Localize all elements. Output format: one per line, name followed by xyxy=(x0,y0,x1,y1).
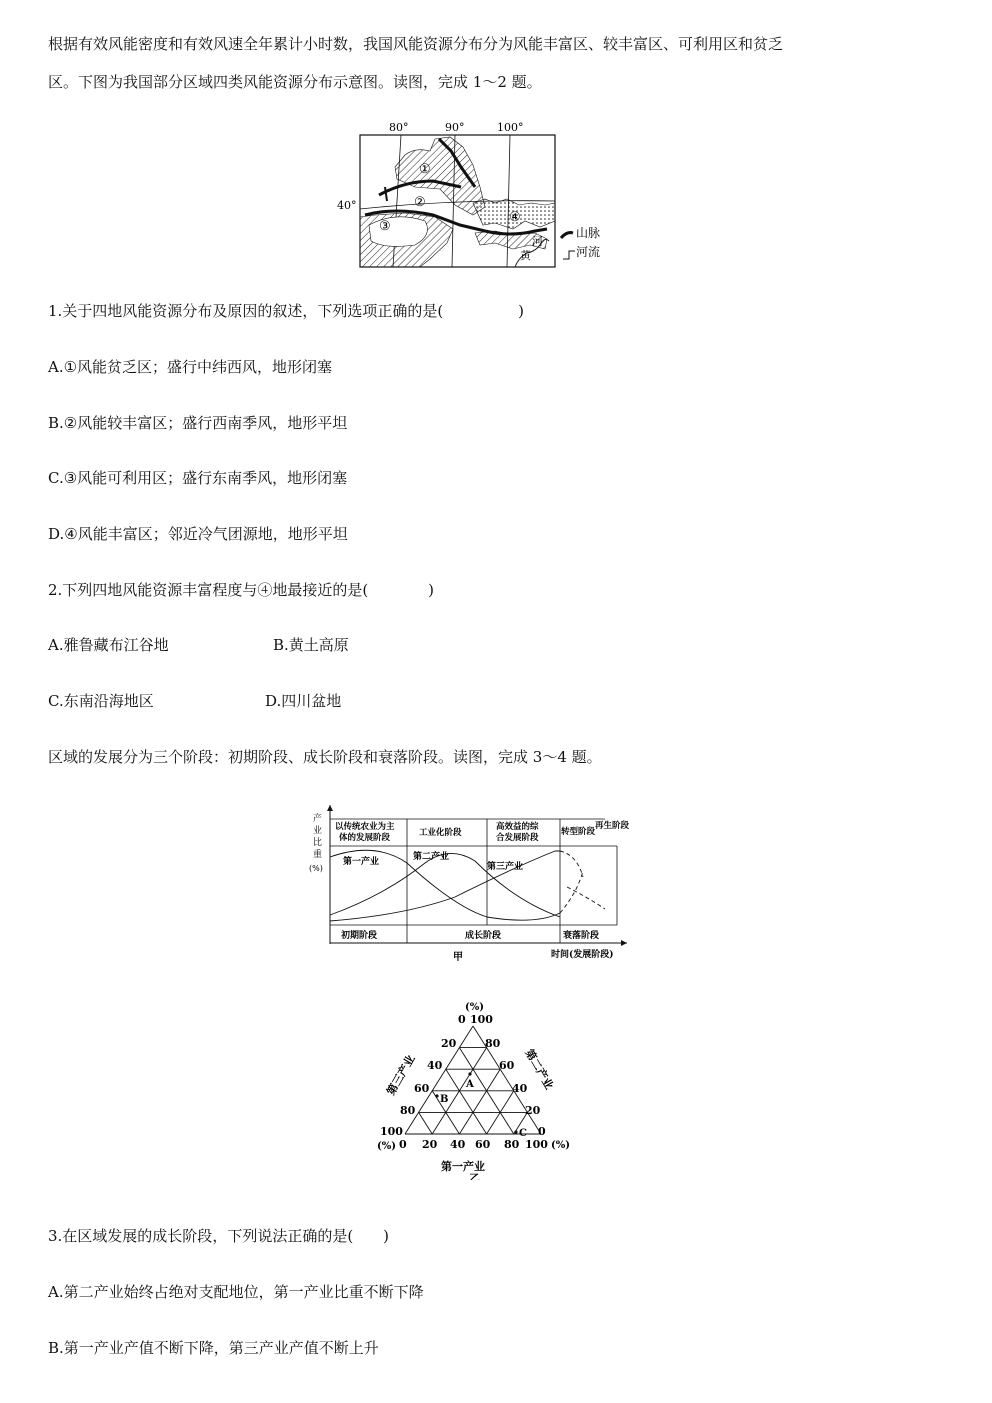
point-c-label: C xyxy=(519,1128,527,1139)
region-label-1: ① xyxy=(419,162,431,177)
q2-option-c: C.东南沿海地区 xyxy=(48,692,154,710)
chart-jia-caption: 甲 xyxy=(453,952,463,963)
stage-initial: 初期阶段 xyxy=(341,931,378,941)
point-a-label: A xyxy=(466,1079,474,1090)
q1-option-b: B.②风能较丰富区；盛行西南季风，地形平坦 xyxy=(48,414,348,432)
bottom-tick-40: 40 xyxy=(450,1138,466,1151)
bottom-axis-title: 第一产业 xyxy=(441,1160,485,1173)
region-label-4: ④ xyxy=(509,210,521,225)
stage-comprehensive-line2: 合发展阶段 xyxy=(496,833,539,843)
y-label-char-2: 业 xyxy=(313,826,323,836)
q3-stem: 3.在区域发展的成长阶段，下列说法正确的是( ) xyxy=(48,1227,390,1245)
intro2: 区域的发展分为三个阶段：初期阶段、成长阶段和衰落阶段。读图，完成 3～4 题。 xyxy=(48,748,602,766)
y-label-char-1: 产 xyxy=(313,814,323,824)
left-tick-80: 80 xyxy=(400,1104,416,1117)
stage-traditional-line1: 以传统农业为主 xyxy=(335,822,395,832)
y-label-char-3: 比 xyxy=(313,838,323,848)
lon-label-100: 100° xyxy=(497,121,524,134)
point-b-dot xyxy=(435,1094,438,1097)
curve-label-primary: 第一产业 xyxy=(343,857,380,867)
q1-option-c: C.③风能可利用区；盛行东南季风，地形闭塞 xyxy=(48,469,348,487)
y-label-unit: (%) xyxy=(309,864,323,873)
left-unit: (%) xyxy=(377,1141,396,1152)
q2-option-b: B.黄土高原 xyxy=(273,636,349,654)
stage-traditional-line2: 体的发展阶段 xyxy=(339,833,391,843)
right-tick-60: 60 xyxy=(499,1059,515,1072)
intro-line-2: 区。下图为我国部分区域四类风能资源分布示意图。读图，完成 1～2 题。 xyxy=(48,73,542,91)
point-a-dot xyxy=(468,1072,471,1075)
river-char-huang: 黄 xyxy=(520,249,531,262)
chart-jia xyxy=(305,797,645,967)
region-label-3: ③ xyxy=(379,219,391,234)
x-axis-label: 时间(发展阶段) xyxy=(551,950,614,960)
right-tick-80: 80 xyxy=(485,1037,501,1050)
left-tick-100: 100 xyxy=(380,1125,403,1138)
bottom-tick-100: 100 xyxy=(525,1138,548,1151)
ternary-grid-line xyxy=(419,1112,433,1134)
q3-option-b: B.第一产业产值不断下降，第三产业产值不断上升 xyxy=(48,1339,379,1357)
bottom-tick-0: 0 xyxy=(399,1138,407,1151)
bottom-tick-60: 60 xyxy=(475,1138,491,1151)
y-label-char-4: 重 xyxy=(313,850,323,860)
point-b-label: B xyxy=(440,1094,449,1105)
right-tick-0: 0 xyxy=(538,1125,546,1138)
legend-river-label: 河流 xyxy=(576,245,601,259)
chart-yi-caption: 乙 xyxy=(469,1172,480,1180)
left-axis-title: 第三产业 xyxy=(384,1052,418,1098)
intro-line-1: 根据有效风能密度和有效风速全年累计小时数，我国风能资源分布分为风能丰富区、较丰富区、可利用区和贫乏 xyxy=(48,35,784,53)
lat-label-40: 40° xyxy=(337,199,357,212)
q1-option-a: A.①风能贫乏区；盛行中纬西风，地形闭塞 xyxy=(48,358,333,376)
stage-decline: 衰落阶段 xyxy=(563,931,600,941)
right-tick-20: 20 xyxy=(525,1104,541,1117)
ternary-edge-right xyxy=(473,1026,541,1134)
top-unit: (%) xyxy=(465,1002,484,1013)
mountain-legend-icon xyxy=(561,233,573,238)
legend-mountain-label: 山脉 xyxy=(576,226,601,240)
curve-label-tertiary: 第三产业 xyxy=(487,862,524,872)
right-tick-40: 40 xyxy=(512,1082,528,1095)
stage-regeneration: 再生阶段 xyxy=(595,821,630,831)
q2-stem: 2.下列四地风能资源丰富程度与④地最接近的是( ) xyxy=(48,581,435,599)
q2-option-a: A.雅鲁藏布江谷地 xyxy=(48,636,169,654)
left-tick-40: 40 xyxy=(427,1059,443,1072)
q2-option-d: D.四川盆地 xyxy=(265,692,342,710)
q1-stem: 1.关于四地风能资源分布及原因的叙述，下列选项正确的是( ) xyxy=(48,302,525,320)
chart-yi xyxy=(375,996,575,1180)
bottom-tick-20: 20 xyxy=(422,1138,438,1151)
top-value-100: 100 xyxy=(470,1013,493,1026)
top-value-0: 0 xyxy=(458,1013,466,1026)
left-tick-60: 60 xyxy=(414,1082,430,1095)
stage-growth: 成长阶段 xyxy=(465,931,502,941)
point-c-dot xyxy=(514,1130,517,1133)
stage-comprehensive-line1: 高效益的综 xyxy=(496,822,539,832)
q1-option-d: D.④风能丰富区；邻近冷气团源地，地形平坦 xyxy=(48,525,348,543)
region-label-2: ② xyxy=(414,195,426,210)
curve-label-secondary: 第二产业 xyxy=(413,852,450,862)
wind-resource-map xyxy=(335,117,615,272)
q3-option-a: A.第二产业始终占绝对支配地位，第一产业比重不断下降 xyxy=(48,1283,424,1301)
bottom-tick-80: 80 xyxy=(504,1138,520,1151)
left-tick-20: 20 xyxy=(441,1037,457,1050)
stage-industrialization: 工业化阶段 xyxy=(419,828,462,838)
lon-label-80: 80° xyxy=(389,121,409,134)
bottom-unit: (%) xyxy=(551,1140,570,1151)
river-char-he: 河 xyxy=(532,235,543,248)
lon-label-90: 90° xyxy=(445,121,465,134)
right-axis-title: 第二产业 xyxy=(522,1047,556,1092)
river-legend-icon xyxy=(563,251,575,259)
ternary-edge-left xyxy=(405,1026,473,1134)
stage-transition: 转型阶段 xyxy=(561,827,596,837)
